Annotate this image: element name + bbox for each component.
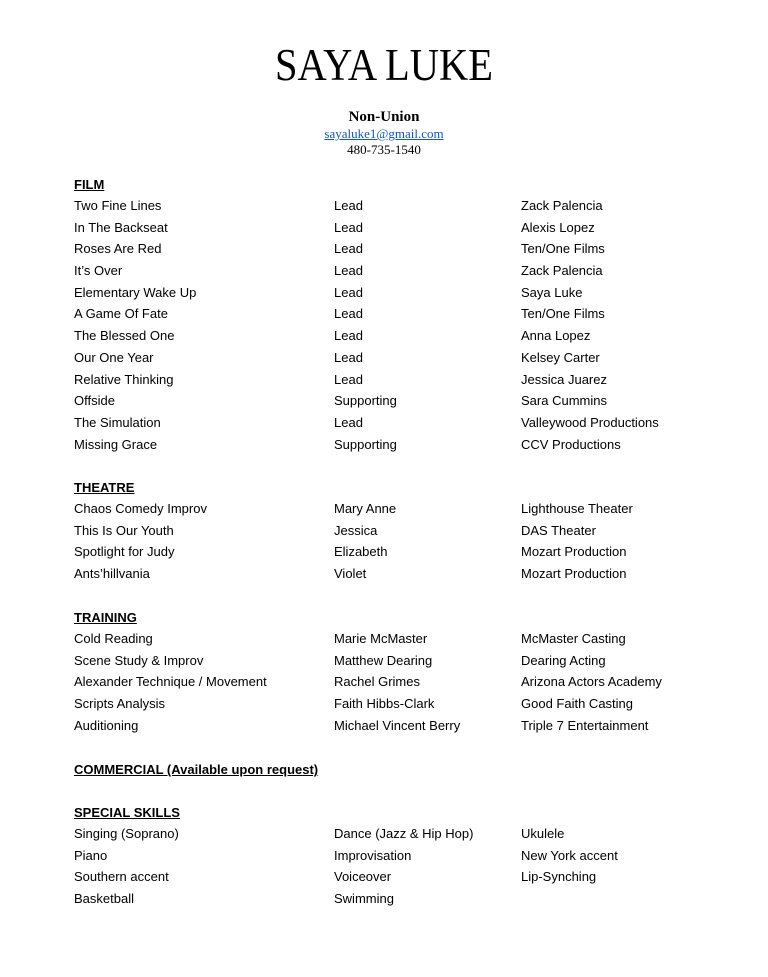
training-row-col-3: McMaster Casting (521, 631, 626, 646)
theatre-section (74, 480, 714, 588)
skill-row-col-2: Voiceover (334, 869, 392, 885)
film-credit-row (74, 241, 714, 263)
training-row-col-3: Dearing Acting (521, 652, 606, 668)
film-credit-row-col-2: Lead (334, 371, 363, 387)
film-credit-row-col-3: Zack Palencia (521, 198, 603, 213)
film-credit-row-col-3: Zack Palencia (521, 263, 603, 279)
theatre-credit-row (74, 544, 714, 566)
film-credit-row-col-1: Roses Are Red (74, 241, 162, 257)
training-row-col-2: Rachel Grimes (334, 674, 420, 690)
film-credit-row-col-2: Lead (334, 414, 363, 430)
theatre-credit-row-col-1: Chaos Comedy Improv (74, 501, 207, 516)
film-credit-row-col-2: Supporting (334, 393, 397, 409)
film-credit-row-col-1: Relative Thinking (74, 371, 174, 387)
film-credit-row-col-1: A Game Of Fate (74, 306, 168, 322)
film-credit-row-col-2: Lead (334, 306, 363, 322)
special-skills-list (74, 826, 714, 913)
skill-row-col-2: Improvisation (334, 847, 412, 863)
skill-row-col-1: Southern accent (74, 869, 169, 885)
theatre-credit-row-col-3: Mozart Production (521, 544, 627, 560)
film-credit-row (74, 393, 714, 415)
film-credit-row-col-3: Saya Luke (521, 284, 583, 300)
film-credit-row-col-2: Lead (334, 328, 363, 344)
skill-row (74, 848, 714, 870)
skill-row-col-3: New York accent (521, 847, 618, 863)
film-credit-row (74, 263, 714, 285)
training-row-col-1: Alexander Technique / Movement (74, 674, 267, 690)
theatre-credit-row (74, 566, 714, 588)
film-credit-row-col-2: Lead (334, 198, 363, 213)
film-credit-row-col-3: Alexis Lopez (521, 219, 595, 235)
skill-row (74, 826, 714, 848)
training-list (74, 631, 714, 739)
commercial-section-title: COMMERCIAL (Available upon request) (74, 762, 319, 777)
training-row-col-1: Auditioning (74, 717, 139, 733)
training-row (74, 653, 714, 675)
film-credit-row-col-1: Elementary Wake Up (74, 284, 197, 300)
special-skills-section (74, 805, 714, 913)
skill-row-col-1: Basketball (74, 891, 134, 907)
training-row-col-1: Scene Study & Improv (74, 652, 204, 668)
film-credit-row-col-1: In The Backseat (74, 219, 168, 235)
skill-row-col-2: Swimming (334, 891, 394, 907)
training-row-col-2: Marie McMaster (334, 631, 428, 646)
film-credit-row-col-3: Ten/One Films (521, 241, 605, 257)
training-row (74, 718, 714, 740)
theatre-credit-row-col-2: Elizabeth (334, 544, 388, 560)
union-status: Non-Union (348, 109, 420, 125)
film-credits-list (74, 198, 714, 458)
skill-row-col-3: Lip-Synching (521, 869, 597, 885)
training-row-col-3: Good Faith Casting (521, 696, 634, 712)
training-row-col-2: Matthew Dearing (334, 652, 433, 668)
theatre-credit-row-col-1: Spotlight for Judy (74, 544, 175, 560)
film-credit-row-col-1: It’s Over (74, 263, 123, 279)
film-credit-row-col-3: Anna Lopez (521, 328, 591, 344)
skill-row-col-2: Dance (Jazz & Hip Hop) (334, 826, 474, 841)
film-credit-row (74, 415, 714, 437)
theatre-credit-row-col-3: DAS Theater (521, 522, 596, 538)
skill-row (74, 891, 714, 913)
commercial-section (74, 762, 714, 783)
film-credit-row-col-2: Lead (334, 219, 363, 235)
phone-number: 480-735-1540 (347, 142, 421, 157)
film-credit-row (74, 328, 714, 350)
training-section (74, 610, 714, 739)
film-credit-row-col-3: Jessica Juarez (521, 371, 607, 387)
training-row (74, 631, 714, 653)
film-credit-row-col-3: Sara Cummins (521, 393, 607, 409)
film-credit-row-col-1: The Simulation (74, 414, 161, 430)
film-credit-row (74, 198, 714, 220)
theatre-credit-row-col-3: Lighthouse Theater (521, 501, 633, 516)
film-credit-row-col-3: Kelsey Carter (521, 349, 600, 365)
film-credit-row-col-1: Offside (74, 393, 115, 409)
film-credit-row (74, 350, 714, 372)
training-section-title: TRAINING (74, 610, 137, 625)
theatre-credit-row (74, 523, 714, 545)
training-row (74, 674, 714, 696)
film-credit-row (74, 372, 714, 394)
film-credit-row-col-2: Supporting (334, 436, 397, 452)
skill-row-col-1: Singing (Soprano) (74, 826, 179, 841)
film-credit-row-col-2: Lead (334, 241, 363, 257)
film-credit-row-col-3: Ten/One Films (521, 306, 605, 322)
film-credit-row-col-2: Lead (334, 263, 363, 279)
theatre-credit-row-col-2: Mary Anne (334, 501, 397, 516)
training-row-col-1: Scripts Analysis (74, 696, 166, 712)
performer-name: SAYA LUKE (275, 40, 493, 90)
theatre-credit-row (74, 501, 714, 523)
film-credit-row (74, 437, 714, 459)
theatre-credit-row-col-3: Mozart Production (521, 566, 627, 582)
training-row-col-3: Arizona Actors Academy (521, 674, 662, 690)
training-row-col-2: Michael Vincent Berry (334, 717, 461, 733)
training-row-col-3: Triple 7 Entertainment (521, 717, 649, 733)
film-credit-row-col-3: CCV Productions (521, 436, 621, 452)
theatre-credit-row-col-2: Violet (334, 566, 367, 582)
theatre-credit-row-col-2: Jessica (334, 522, 378, 538)
theatre-credit-row-col-1: This Is Our Youth (74, 522, 174, 538)
film-credit-row-col-1: Missing Grace (74, 436, 158, 452)
skill-row-col-1: Piano (74, 847, 108, 863)
training-row-col-1: Cold Reading (74, 631, 153, 646)
training-row (74, 696, 714, 718)
skill-row-col-3: Ukulele (521, 826, 565, 841)
film-credit-row-col-2: Lead (334, 284, 363, 300)
special-skills-section-title: SPECIAL SKILLS (74, 805, 180, 820)
film-credit-row-col-3: Valleywood Productions (521, 414, 659, 430)
film-credit-row-col-2: Lead (334, 349, 363, 365)
skill-row (74, 869, 714, 891)
film-section (74, 177, 714, 458)
film-credit-row (74, 306, 714, 328)
email-link[interactable]: sayaluke1@gmail.com (324, 126, 444, 141)
film-section-title: FILM (74, 177, 105, 192)
theatre-section-title: THEATRE (74, 480, 135, 495)
film-credit-row-col-1: Our One Year (74, 349, 154, 365)
film-credit-row (74, 220, 714, 242)
theatre-credits-list (74, 501, 714, 588)
theatre-credit-row-col-1: Ants’hillvania (74, 566, 150, 582)
film-credit-row-col-1: Two Fine Lines (74, 198, 162, 213)
film-credit-row (74, 285, 714, 307)
film-credit-row-col-1: The Blessed One (74, 328, 175, 344)
training-row-col-2: Faith Hibbs-Clark (334, 696, 435, 712)
email-line (0, 126, 768, 142)
